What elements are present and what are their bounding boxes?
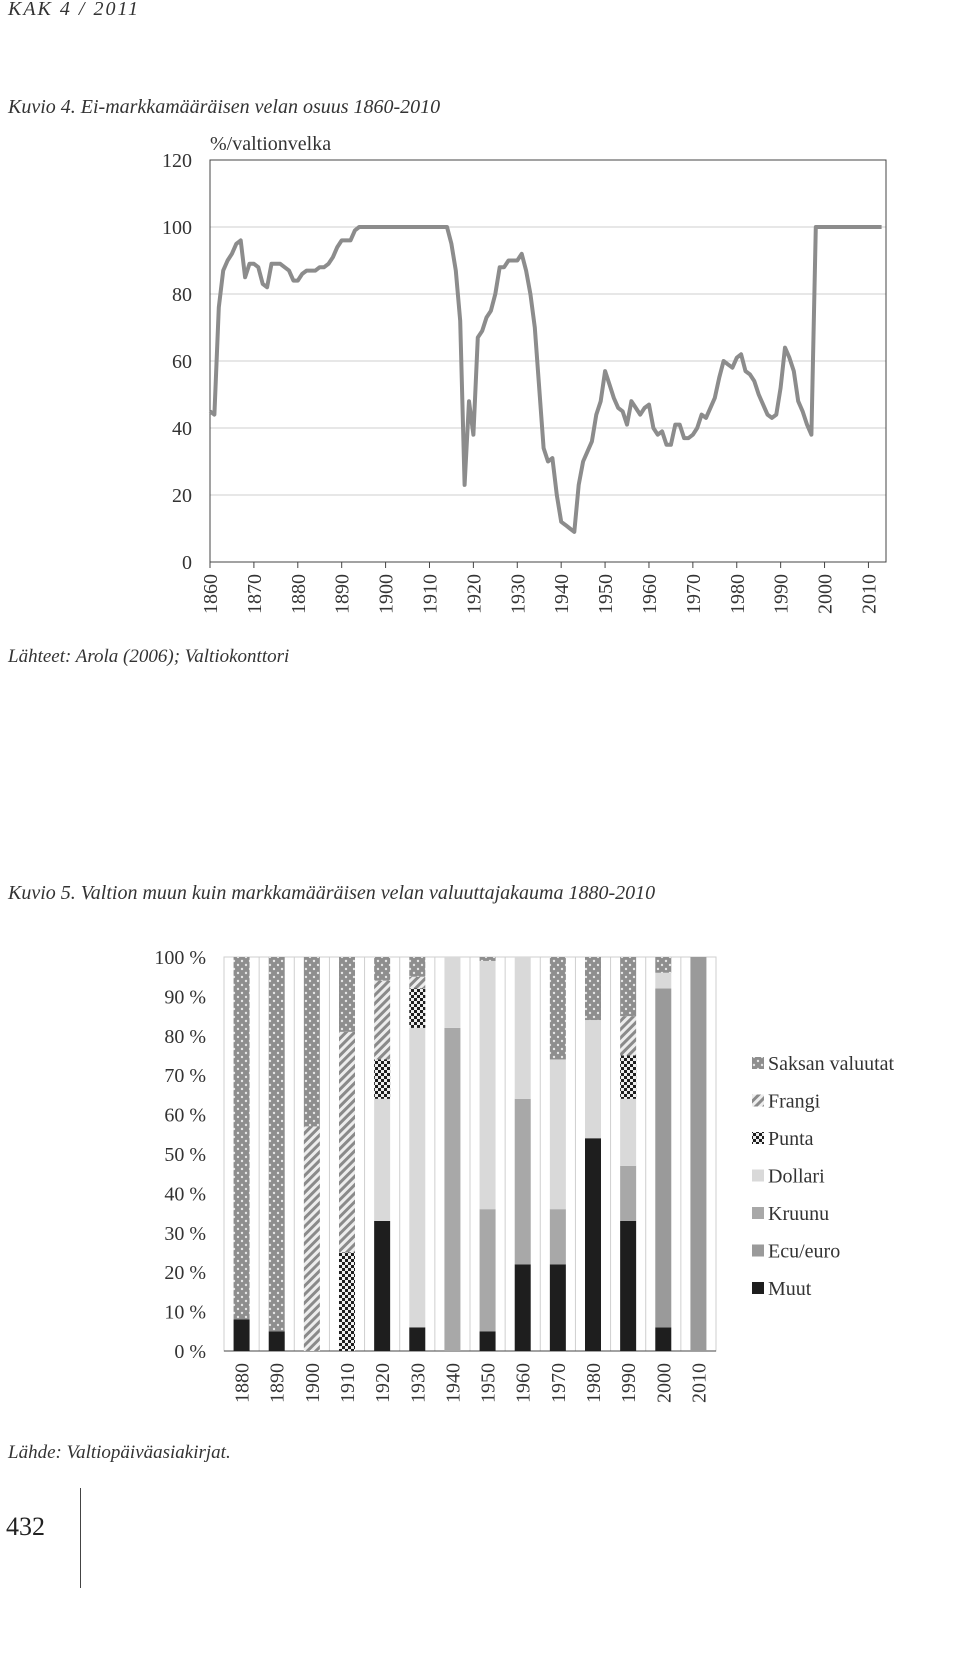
figure4-y-tick-label: 60 [172, 351, 192, 373]
figure5-y-tick-label: 50 % [164, 1144, 206, 1166]
legend-label-punta: Punta [768, 1128, 814, 1150]
bar-kruunu-1940 [444, 1028, 460, 1351]
bar-frangi-1920 [374, 981, 390, 1060]
bar-frangi-1990 [620, 1016, 636, 1055]
bar-dollari-1990 [620, 1099, 636, 1166]
figure4-x-tick-label: 1910 [419, 574, 442, 614]
bar-muut-1890 [269, 1331, 285, 1351]
figure5-x-tick-label: 1990 [618, 1363, 641, 1403]
figure5-y-tick-label: 80 % [164, 1025, 206, 1048]
figure4-x-tick-label: 1920 [463, 574, 486, 614]
legend-label-kruunu: Kruunu [768, 1203, 830, 1225]
figure5-y-tick-labels [154, 947, 206, 1363]
bar-frangi-1900 [304, 1126, 320, 1351]
figure4-x-tick-label: 2010 [858, 574, 881, 614]
legend-label-ecueuro: Ecu/euro [768, 1240, 841, 1263]
figure4-x-tick-label: 1980 [726, 574, 749, 614]
figure5-x-tick-label: 1890 [266, 1363, 289, 1403]
bar-kruunu-1960 [515, 1099, 531, 1264]
figure5-gridlines [224, 957, 716, 1351]
legend-label-dollari: Dollari [768, 1165, 825, 1188]
bar-muut-1930 [409, 1327, 425, 1351]
figure5-y-tick-label: 0 % [174, 1341, 206, 1363]
figure4-y-tick-label: 40 [172, 418, 192, 440]
bar-muut-1920 [374, 1221, 390, 1351]
bar-muut-2000 [655, 1327, 671, 1351]
legend-swatch-saksan [752, 1057, 764, 1069]
bar-saksan-1890 [269, 957, 285, 1331]
figure5-x-tick-label: 1940 [442, 1363, 465, 1403]
legend-swatch-punta [752, 1132, 764, 1144]
figure5-y-tick-label: 20 % [164, 1262, 206, 1285]
bar-saksan-1900 [304, 957, 320, 1126]
figure5-y-tick-label: 40 % [164, 1183, 206, 1206]
figure4-source: Lähteet: Arola (2006); Valtiokonttori [8, 646, 290, 667]
bar-kruunu-1970 [550, 1209, 566, 1264]
bar-dollari-2000 [655, 973, 671, 989]
figure5-x-tick-label: 2000 [653, 1363, 676, 1403]
bar-muut-1990 [620, 1221, 636, 1351]
bar-dollari-1940 [444, 957, 460, 1028]
bar-saksan-1920 [374, 957, 390, 981]
figure4-y-tick-label: 0 [182, 552, 192, 574]
bar-dollari-1960 [515, 957, 531, 1099]
figure4-y-tick-label: 120 [162, 150, 192, 172]
figure5-y-tick-label: 30 % [164, 1222, 206, 1245]
bar-saksan-1880 [234, 957, 250, 1319]
bar-ecueuro-2010 [690, 957, 706, 1351]
figure5-source: Lähde: Valtiopäiväasiakirjat. [8, 1442, 231, 1463]
figure5-x-tick-label: 1970 [547, 1363, 570, 1403]
legend-swatch-muut [752, 1282, 764, 1294]
figure4-y-tick-label: 100 [162, 217, 192, 239]
bar-frangi-1910 [339, 1032, 355, 1253]
legend-swatch-kruunu [752, 1207, 764, 1219]
figure4-y-tick-label: 20 [172, 485, 192, 507]
bar-saksan-1930 [409, 957, 425, 977]
figure5-legend [752, 1053, 895, 1300]
figure4-line-chart [0, 130, 960, 640]
figure4-x-tick-label: 1940 [551, 574, 574, 614]
figure4-x-tick-label: 1930 [507, 574, 530, 614]
figure5-y-tick-label: 10 % [164, 1301, 206, 1324]
journal-header: KAK 4 / 2011 [8, 0, 140, 20]
legend-label-frangi: Frangi [768, 1090, 821, 1113]
figure5-x-tick-label: 1930 [407, 1363, 430, 1403]
bar-muut-1960 [515, 1264, 531, 1351]
bar-dollari-1920 [374, 1099, 390, 1221]
figure5-x-tick-label: 1900 [301, 1363, 324, 1403]
figure4-y-tick-labels [162, 150, 192, 574]
figure4-x-tick-label: 1970 [682, 574, 705, 614]
figure5-stacked-bar-chart [0, 935, 960, 1435]
page-number-divider [80, 1488, 81, 1588]
legend-label-saksan: Saksan valuutat [768, 1053, 895, 1075]
bar-frangi-1930 [409, 977, 425, 989]
figure4-x-tick-label: 2000 [814, 574, 837, 614]
legend-swatch-ecueuro [752, 1245, 764, 1257]
legend-swatch-dollari [752, 1170, 764, 1182]
bar-dollari-1930 [409, 1028, 425, 1327]
figure5-x-tick-label: 1950 [477, 1363, 500, 1403]
bar-dollari-1980 [585, 1020, 601, 1138]
figure5-x-tick-label: 1960 [512, 1363, 535, 1403]
bar-muut-1950 [480, 1331, 496, 1351]
figure4-y-axis-label: %/valtionvelka [210, 133, 332, 155]
figure5-caption: Kuvio 5. Valtion muun kuin markkamääräisen velan valuuttajakauma 1880-2010 [8, 882, 656, 904]
bar-saksan-1950 [480, 957, 496, 961]
figure5-y-tick-label: 60 % [164, 1104, 206, 1127]
figure4-x-tick-labels [200, 574, 880, 614]
bar-muut-1980 [585, 1138, 601, 1351]
figure4-series-line [210, 227, 882, 532]
figure4-x-tick-label: 1870 [243, 574, 266, 614]
bar-dollari-1950 [480, 961, 496, 1209]
figure4-x-tick-label: 1960 [638, 574, 661, 614]
figure5-y-tick-label: 100 % [154, 947, 206, 969]
bar-muut-1970 [550, 1264, 566, 1351]
figure5-x-tick-label: 1910 [337, 1363, 359, 1403]
bar-saksan-1980 [585, 957, 601, 1020]
bar-kruunu-1950 [480, 1209, 496, 1331]
bar-punta-1920 [374, 1059, 390, 1098]
figure5-y-tick-label: 70 % [164, 1065, 206, 1088]
figure4-y-tick-label: 80 [172, 284, 192, 306]
bar-saksan-1990 [620, 957, 636, 1016]
legend-swatch-frangi [752, 1095, 764, 1107]
bar-kruunu-1990 [620, 1166, 636, 1221]
figure4-caption: Kuvio 4. Ei-markkamääräisen velan osuus 1860-2010 [8, 96, 441, 118]
figure4-x-tick-label: 1890 [331, 574, 354, 614]
legend-label-muut: Muut [768, 1278, 812, 1300]
figure5-x-tick-label: 2010 [688, 1363, 711, 1403]
figure4-x-tick-label: 1880 [287, 574, 310, 614]
bar-ecueuro-2000 [655, 989, 671, 1328]
figure5-y-tick-label: 90 % [164, 986, 206, 1009]
figure5-x-tick-label: 1980 [583, 1363, 605, 1403]
figure4-x-tick-label: 1900 [375, 574, 398, 614]
page-number: 432 [6, 1512, 45, 1541]
figure4-x-tick-label: 1950 [595, 574, 618, 614]
figure5-x-tick-label: 1880 [231, 1363, 254, 1403]
bar-punta-1930 [409, 989, 425, 1028]
bar-saksan-1910 [339, 957, 355, 1032]
bar-dollari-1970 [550, 1059, 566, 1209]
bar-punta-1910 [339, 1253, 355, 1352]
figure4-x-tick-label: 1860 [200, 574, 222, 614]
bar-punta-1990 [620, 1056, 636, 1099]
bar-saksan-1970 [550, 957, 566, 1059]
bar-saksan-2000 [655, 957, 671, 973]
figure5-x-tick-labels [232, 1363, 711, 1403]
bar-muut-1880 [234, 1319, 250, 1351]
figure4-x-tick-label: 1990 [770, 574, 793, 614]
figure5-x-tick-label: 1920 [372, 1363, 395, 1403]
